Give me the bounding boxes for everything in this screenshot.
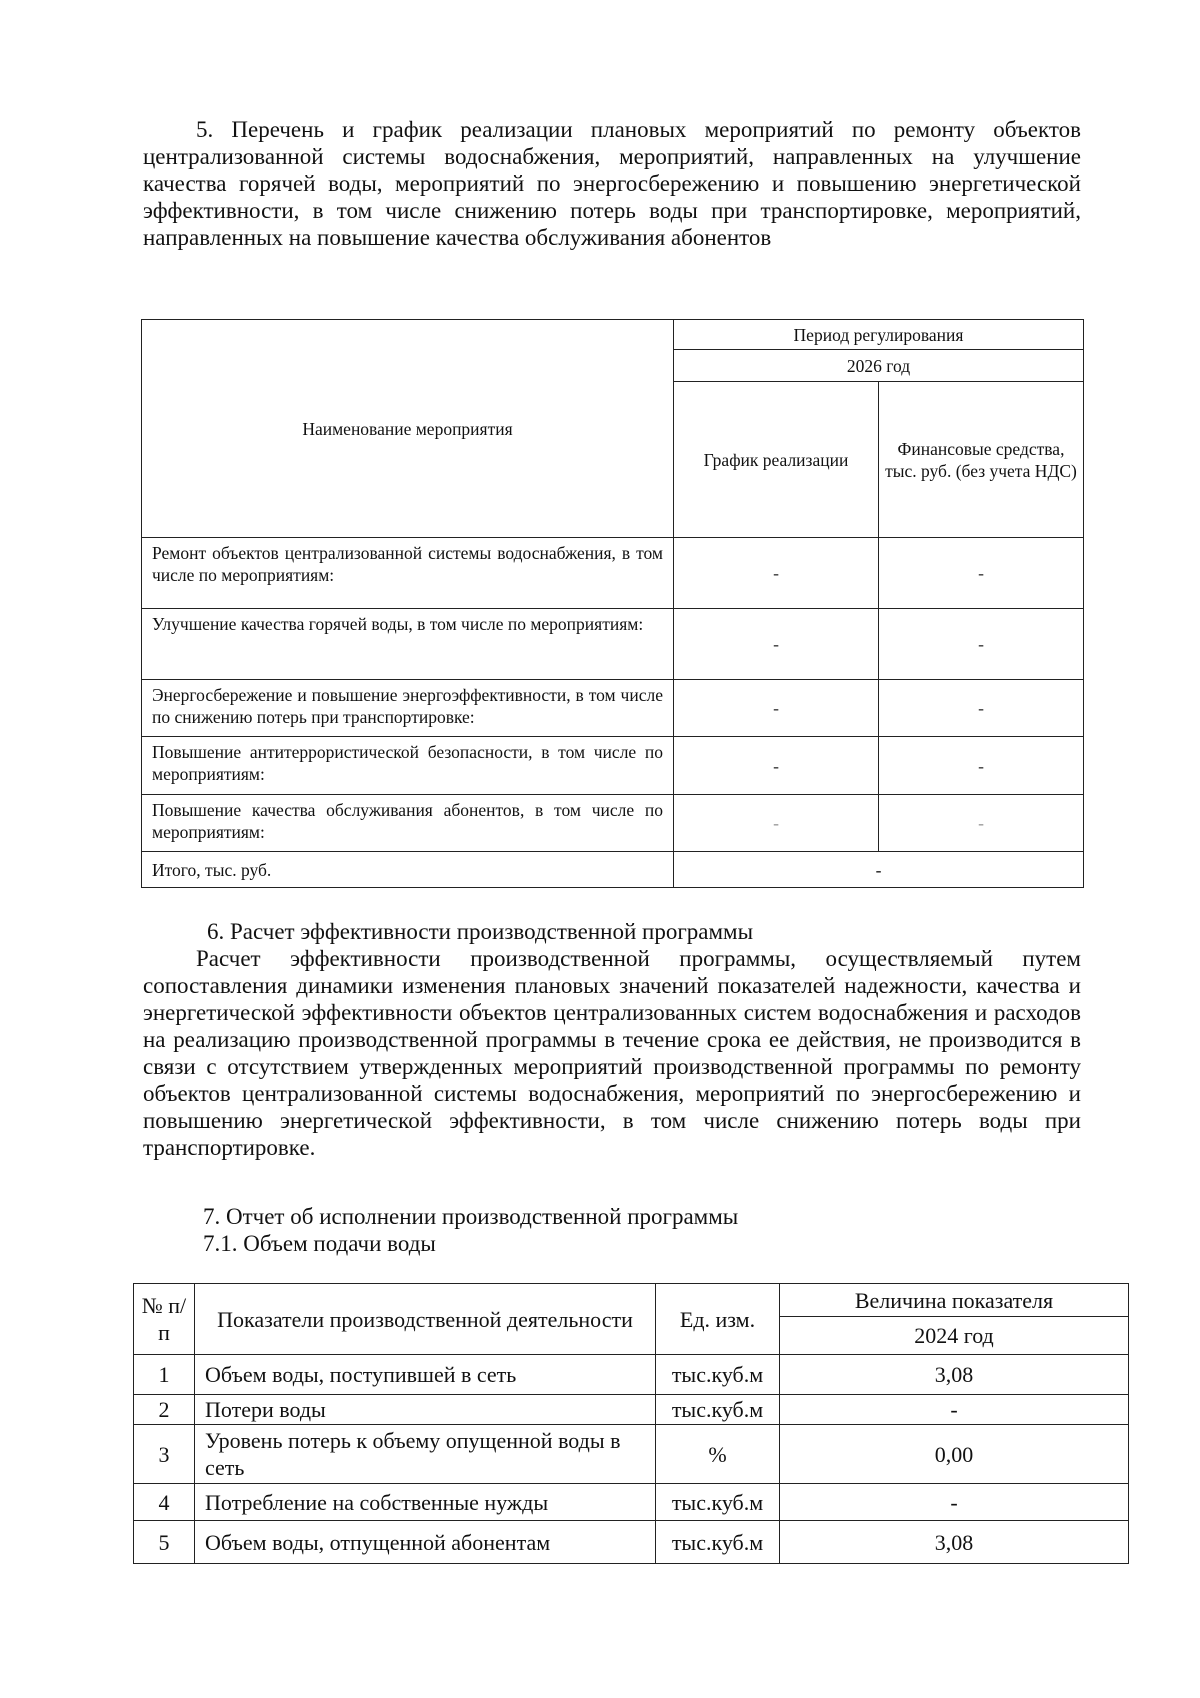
indicator-name: Объем воды, поступившей в сеть (195, 1355, 656, 1395)
total-row (142, 852, 1084, 888)
table-row (134, 1395, 1129, 1425)
schedule-value: - (674, 538, 879, 609)
unit-value: тыс.куб.м (656, 1484, 780, 1521)
indicator-name: Объем воды, отпущенной абонентам (195, 1521, 656, 1564)
row-number: 2 (134, 1395, 195, 1425)
table-row (142, 737, 1084, 795)
section-5-heading: 5. Перечень и график реализации плановых мероприятий по ремонту объектов централизованной системы водоснабжения, мероприятий, направленных на улучшение качества горячей воды, мероприятий по энергосбережению и повышению энергетической эффективности, в том числе снижению потерь воды при транспортировке, мероприятий, направленных на повышение качества обслуживания абонентов (143, 117, 1081, 250)
table-row (142, 609, 1084, 680)
water-supply-table (133, 1283, 1129, 1564)
year-header: 2024 год (780, 1317, 1129, 1355)
finance-value: - (879, 538, 1084, 609)
finance-value: - (879, 609, 1084, 680)
total-label: Итого, тыс. руб. (142, 852, 674, 888)
table-row (142, 795, 1084, 852)
schedule-value: - (674, 609, 879, 680)
row-number: 5 (134, 1521, 195, 1564)
table-row (134, 1484, 1129, 1521)
indicator-name: Уровень потерь к объему опущенной воды в сеть (195, 1425, 656, 1484)
indicator-name: Потребление на собственные нужды (195, 1484, 656, 1521)
schedule-value: - (674, 680, 879, 737)
indicator-value: 0,00 (780, 1425, 1129, 1484)
activity-name: Ремонт объектов централизованной системы водоснабжения, в том числе по мероприятиям: (142, 538, 674, 609)
indicator-name: Потери воды (195, 1395, 656, 1425)
row-number: 4 (134, 1484, 195, 1521)
regulation-period-header: Период регулирования (674, 320, 1084, 350)
finance-value: - (879, 737, 1084, 795)
indicator-header: Показатели производственной деятельности (195, 1284, 656, 1355)
activity-name: Улучшение качества горячей воды, в том числе по мероприятиям: (142, 609, 674, 680)
finance-header: Финансовые средства, тыс. руб. (без учета НДС) (879, 382, 1084, 538)
section-6-title: 6. Расчет эффективности производственной программы (207, 919, 754, 944)
schedule-value: - (674, 795, 879, 852)
total-value: - (674, 852, 1084, 888)
activities-table (141, 319, 1084, 888)
activity-name: Повышение антитеррористической безопасности, в том числе по мероприятиям: (142, 737, 674, 795)
unit-value: тыс.куб.м (656, 1521, 780, 1564)
activity-name: Энергосбережение и повышение энергоэффективности, в том числе по снижению потерь при транспортировке: (142, 680, 674, 737)
row-number: 1 (134, 1355, 195, 1395)
table-row (134, 1425, 1129, 1484)
table-row (142, 538, 1084, 609)
indicator-value: 3,08 (780, 1521, 1129, 1564)
table-row (134, 1521, 1129, 1564)
activity-name: Повышение качества обслуживания абонентов, в том числе по мероприятиям: (142, 795, 674, 852)
value-header: Величина показателя (780, 1284, 1129, 1317)
unit-header: Ед. изм. (656, 1284, 780, 1355)
num-header: № п/п (134, 1284, 195, 1355)
unit-value: тыс.куб.м (656, 1395, 780, 1425)
section-7-1-subtitle: 7.1. Объем подачи воды (203, 1231, 436, 1256)
row-number: 3 (134, 1425, 195, 1484)
table-row (134, 1355, 1129, 1395)
indicator-value: 3,08 (780, 1355, 1129, 1395)
finance-value: - (879, 795, 1084, 852)
schedule-header: График реализации (674, 382, 879, 538)
indicator-value: - (780, 1395, 1129, 1425)
activity-name-header: Наименование мероприятия (142, 320, 674, 538)
unit-value: тыс.куб.м (656, 1355, 780, 1395)
unit-value: % (656, 1425, 780, 1484)
indicator-value: - (780, 1484, 1129, 1521)
year-header: 2026 год (674, 350, 1084, 382)
schedule-value: - (674, 737, 879, 795)
section-7-title: 7. Отчет об исполнении производственной программы (203, 1204, 739, 1229)
section-6-text: Расчет эффективности производственной программы, осуществляемый путем сопоставления динамики изменения плановых значений показателей надежности, качества и энергетической эффективности объектов централизованных систем водоснабжения и расходов на реализацию производственной программы в течение срока ее действия, не производится в связи с отсутствием утвержденных мероприятий производственной программы по ремонту объектов централизованной системы водоснабжения, мероприятий по энергосбережению и повышению энергетической эффективности, в том числе снижению потерь воды при транспортировке. (143, 946, 1081, 1160)
table-row (142, 680, 1084, 737)
finance-value: - (879, 680, 1084, 737)
